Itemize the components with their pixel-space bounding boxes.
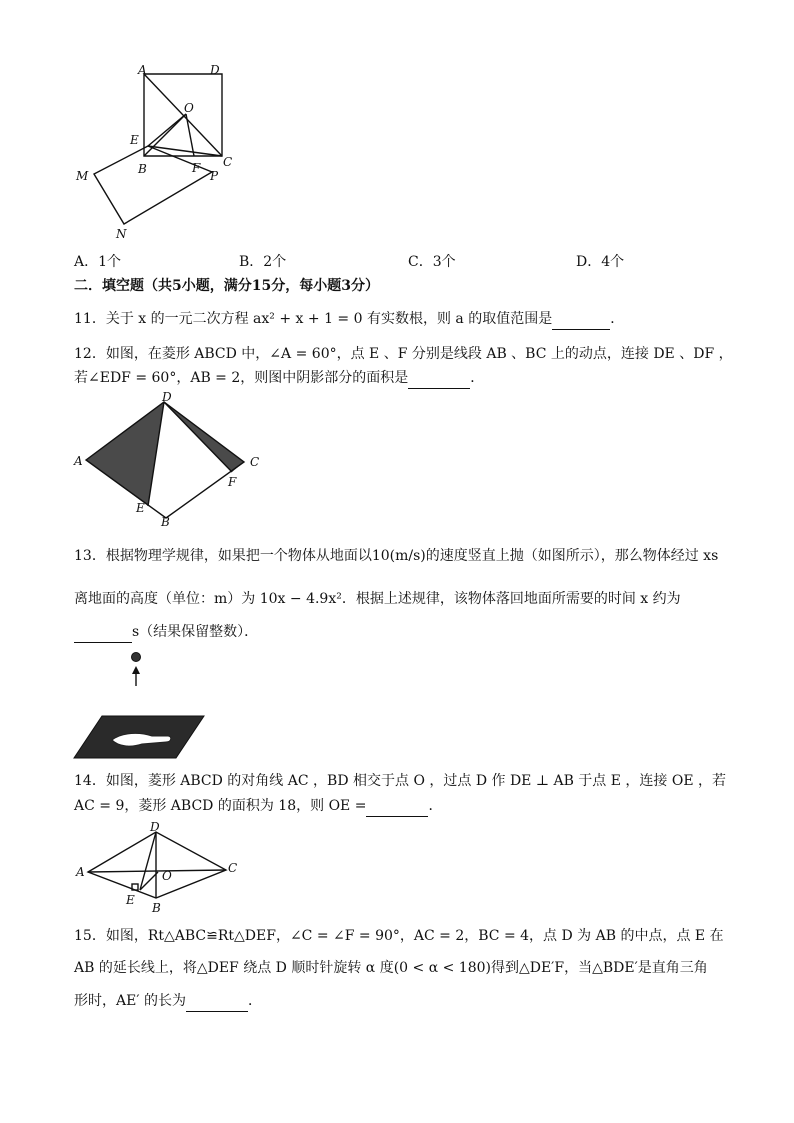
question-13-line2: 离地面的高度（单位：m）为 10x − 4.9x²．根据上述规律，该物体落回地面所需要的时间 x 约为	[74, 591, 681, 607]
q11-end: ．	[610, 311, 625, 327]
q12-end: ．	[470, 370, 485, 386]
svg-text:D: D	[150, 820, 160, 834]
svg-text:C: C	[223, 155, 233, 169]
question-14-line1: 14．如图，菱形 ABCD 的对角线 AC ，BD 相交于点 O ，过点 D 作 DE ⊥ AB 于点 E ，连接 OE ，若	[74, 773, 727, 789]
section-heading: 二．填空题（共5小题，满分15分，每小题3分）	[74, 278, 379, 294]
shaded-region-right	[164, 402, 244, 472]
q11-text: 11．关于 x 的一元二次方程 ax² + x + 1 = 0 有实数根，则 a 的取值范围是	[74, 311, 553, 327]
svg-text:P: P	[210, 169, 219, 183]
option-c: C．3个	[408, 254, 456, 270]
question-15-line1: 15．如图，Rt△ABC≌Rt△DEF，∠C = ∠F = 90°，AC = 2，BC = 4，点 D 为 AB 的中点，点 E 在	[74, 928, 724, 944]
question-15-line3	[74, 991, 262, 1012]
rhombus-abcd	[88, 832, 226, 898]
q13-text: s（结果保留整数）．	[132, 624, 259, 640]
figure-q14	[70, 820, 250, 920]
question-15-line2: AB 的延长线上，将△DEF 绕点 D 顺时针旋转 α 度(0 < α < 180)得到△DE′F，当△BDE′是直角三角	[74, 960, 708, 976]
square-mnp	[94, 146, 212, 224]
svg-text:C: C	[250, 455, 260, 469]
answer-blank[interactable]	[366, 796, 428, 817]
option-d: D．4个	[576, 254, 625, 270]
question-13-line1: 13．根据物理学规律，如果把一个物体从地面以10(m/s)的速度竖直上抛（如图所示），那么物体经过 xs	[74, 548, 719, 564]
question-12-line1: 12．如图，在菱形 ABCD 中，∠A = 60°，点 E 、F 分别是线段 AB 、BC 上的动点，连接 DE 、DF ，	[74, 346, 733, 362]
svg-text:N: N	[116, 227, 127, 241]
option-b: B．2个	[239, 254, 287, 270]
svg-text:B: B	[161, 515, 170, 529]
option-a: A．1个	[74, 254, 122, 270]
svg-text:F: F	[228, 475, 237, 489]
q14-text: AC = 9，菱形 ABCD 的面积为 18，则 OE =	[74, 798, 367, 814]
q12-text: 若∠EDF = 60°，AB = 2，则图中阴影部分的面积是	[74, 370, 409, 386]
answer-blank[interactable]	[74, 622, 132, 643]
svg-text:O: O	[184, 101, 194, 115]
question-12-line2	[74, 368, 484, 389]
svg-text:D: D	[210, 63, 220, 77]
svg-text:F: F	[192, 161, 201, 175]
q15-text: 形时，AE′ 的长为	[74, 993, 186, 1009]
figure-q12	[68, 392, 268, 532]
svg-text:E: E	[130, 133, 139, 147]
arrow-up-icon	[132, 666, 140, 674]
svg-text:B: B	[152, 901, 161, 915]
figure-q13	[72, 646, 212, 762]
question-11	[74, 309, 624, 330]
answer-blank[interactable]	[186, 991, 248, 1012]
svg-text:E: E	[126, 893, 135, 907]
question-13-line3	[74, 622, 258, 643]
answer-blank[interactable]	[552, 309, 610, 330]
question-14-line2	[74, 796, 442, 817]
svg-text:E: E	[136, 501, 145, 515]
ball-icon	[132, 653, 141, 662]
shaded-region-left	[86, 402, 164, 506]
q14-end: ．	[428, 798, 443, 814]
svg-text:C: C	[228, 861, 238, 875]
svg-text:B: B	[138, 162, 147, 176]
svg-text:A: A	[138, 63, 147, 77]
svg-text:A: A	[74, 454, 83, 468]
svg-text:O: O	[162, 869, 172, 883]
svg-text:M: M	[76, 169, 89, 183]
answer-blank[interactable]	[408, 368, 470, 389]
svg-text:D: D	[162, 392, 172, 404]
svg-text:A: A	[76, 865, 85, 879]
figure-q10	[68, 62, 238, 242]
q15-end: ．	[247, 993, 262, 1009]
